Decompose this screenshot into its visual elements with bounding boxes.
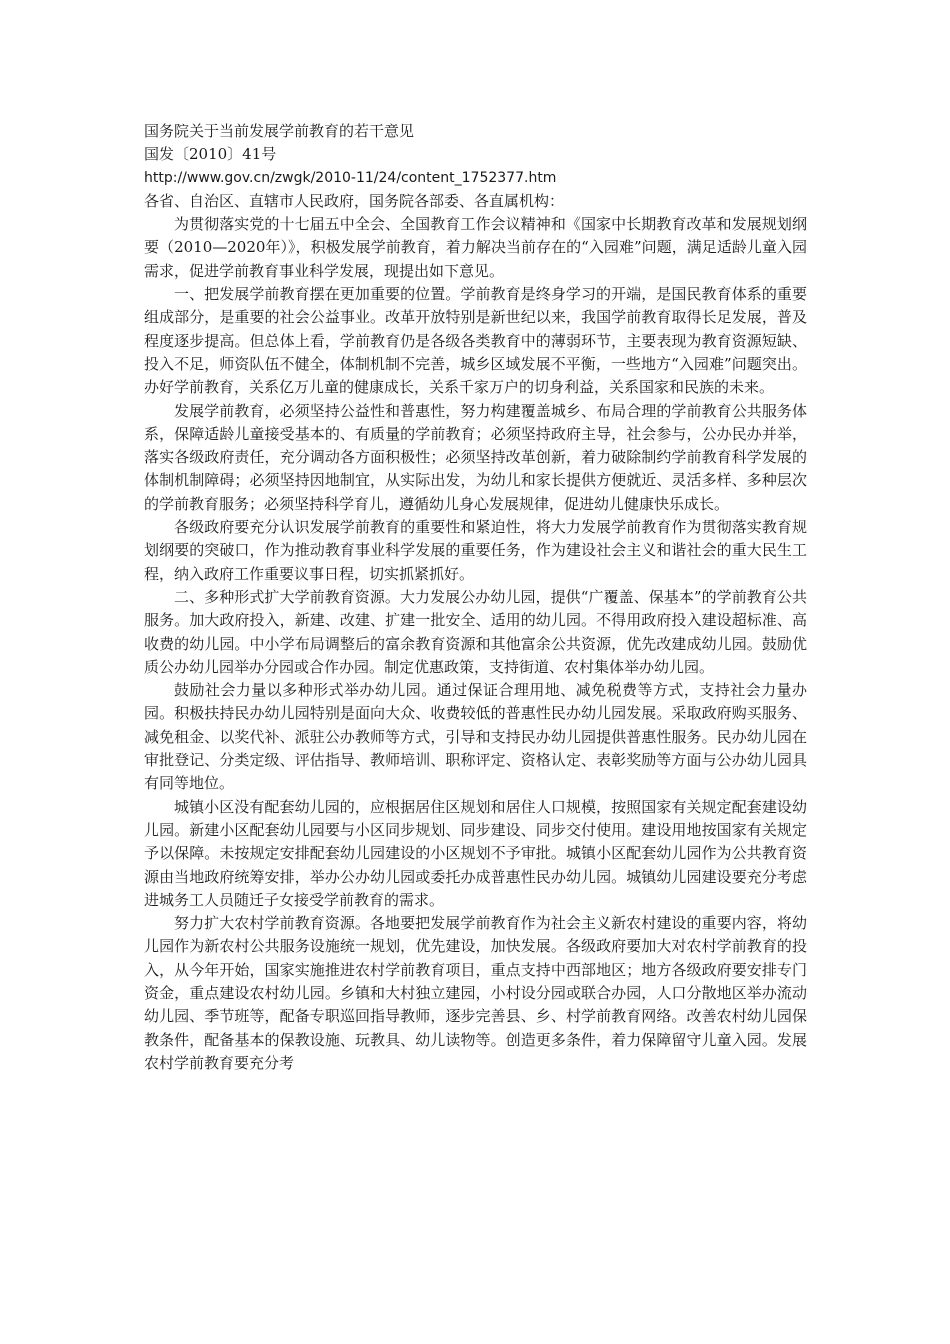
body-paragraph: 城镇小区没有配套幼儿园的，应根据居住区规划和居住人口规模，按照国家有关规定配套建设幼儿园。新建小区配套幼儿园要与小区同步规划、同步建设、同步交付使用。建设用地按国家有关规定予以保障。未按规定安排配套幼儿园建设的小区规划不予审批。城镇小区配套幼儿园作为公共教育资源由当地政府统筹安排，举办公办幼儿园或委托办成普惠性民办幼儿园。城镇幼儿园建设要充分考虑进城务工人员随迁子女接受学前教育的需求。 (144, 797, 807, 909)
body-paragraph: 发展学前教育，必须坚持公益性和普惠性，努力构建覆盖城乡、布局合理的学前教育公共服务体系，保障适龄儿童接受基本的、有质量的学前教育；必须坚持政府主导，社会参与，公办民办并举，落实各级政府责任，充分调动各方面积极性；必须坚持改革创新，着力破除制约学前教育科学发展的体制机制障碍；必须坚持因地制宜，从实际出发，为幼儿和家长提供方便就近、灵活多样、多种层次的学前教育服务；必须坚持科学育儿，遵循幼儿身心发展规律，促进幼儿健康快乐成长。 (144, 401, 807, 513)
document-title: 国务院关于当前发展学前教育的若干意见 (144, 122, 415, 140)
body-paragraph-preamble: 为贯彻落实党的十七届五中全会、全国教育工作会议精神和《国家中长期教育改革和发展规划纲要（2010—2020年）》，积极发展学前教育，着力解决当前存在的“入园难”问题，满足适龄儿童入园需求，促进学前教育事业科学发展，现提出如下意见。 (144, 215, 807, 280)
body-paragraph: 努力扩大农村学前教育资源。各地要把发展学前教育作为社会主义新农村建设的重要内容，将幼儿园作为新农村公共服务设施统一规划，优先建设，加快发展。各级政府要加大对农村学前教育的投入，从今年开始，国家实施推进农村学前教育项目，重点支持中西部地区；地方各级政府要安排专门资金，重点建设农村幼儿园。乡镇和大村独立建园，小村设分园或联合办园，人口分散地区举办流动幼儿园、季节班等，配备专职巡回指导教师，逐步完善县、乡、村学前教育网络。改善农村幼儿园保教条件，配备基本的保教设施、玩教具、幼儿读物等。创造更多条件，着力保障留守儿童入园。发展农村学前教育要充分考 (144, 914, 807, 1072)
body-paragraph-section-2: 二、多种形式扩大学前教育资源。大力发展公办幼儿园，提供“广覆盖、保基本”的学前教育公共服务。加大政府投入，新建、改建、扩建一批安全、适用的幼儿园。不得用政府投入建设超标准、高收费的幼儿园。中小学布局调整后的富余教育资源和其他富余公共资源，优先改建成幼儿园。鼓励优质公办幼儿园举办分园或合作办园。制定优惠政策，支持街道、农村集体举办幼儿园。 (144, 587, 807, 676)
body-paragraph-section-1: 一、把发展学前教育摆在更加重要的位置。学前教育是终身学习的开端，是国民教育体系的重要组成部分，是重要的社会公益事业。改革开放特别是新世纪以来，我国学前教育取得长足发展，普及程度逐步提高。但总体上看，学前教育仍是各级各类教育中的薄弱环节，主要表现为教育资源短缺、投入不足，师资队伍不健全，体制机制不完善，城乡区域发展不平衡，一些地方“入园难”问题突出。办好学前教育，关系亿万儿童的健康成长，关系千家万户的切身利益，关系国家和民族的未来。 (144, 285, 807, 397)
body-paragraph: 鼓励社会力量以多种形式举办幼儿园。通过保证合理用地、减免税费等方式，支持社会力量办园。积极扶持民办幼儿园特别是面向大众、收费较低的普惠性民办幼儿园发展。采取政府购买服务、减免租金、以奖代补、派驻公办教师等方式，引导和支持民办幼儿园提供普惠性服务。民办幼儿园在审批登记、分类定级、评估指导、教师培训、职称评定、资格认定、表彰奖励等方面与公办幼儿园具有同等地位。 (144, 681, 807, 793)
source-url[interactable]: http://www.gov.cn/zwgk/2010-11/24/content_1752377.htm (144, 169, 557, 186)
salutation: 各省、自治区、直辖市人民政府，国务院各部委、各直属机构： (144, 191, 565, 210)
document-number: 国发〔2010〕41号 (144, 145, 277, 164)
document-page (144, 120, 807, 1075)
body-paragraph: 各级政府要充分认识发展学前教育的重要性和紧迫性，将大力发展学前教育作为贯彻落实教育规划纲要的突破口，作为推动教育事业科学发展的重要任务，作为建设社会主义和谐社会的重大民生工程，纳入政府工作重要议事日程，切实抓紧抓好。 (144, 518, 807, 583)
